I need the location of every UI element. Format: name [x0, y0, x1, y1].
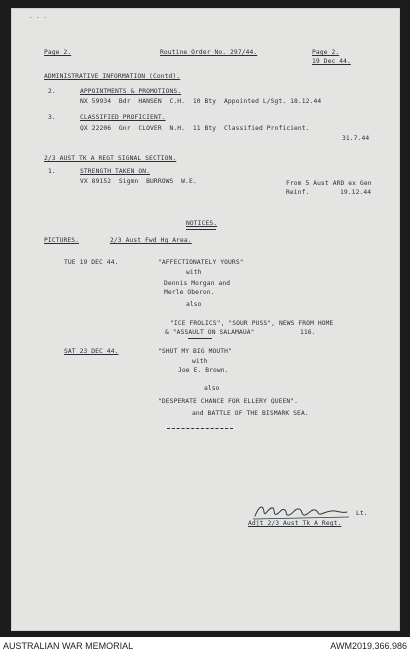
item-detail-reinf: Reinf.	[286, 189, 310, 196]
header-order-number: Routine Order No. 297/44.	[160, 49, 258, 56]
shorts-line-1: "ICE FROLICS", "SOUR PUSS", NEWS FROM HOME	[170, 320, 334, 327]
item-line-hansen: NX 59934 Bdr HANSEN C.H. 10 Bty Appointed L/Sgt. 18.12.44	[80, 98, 322, 105]
notices-title: NOTICES.	[186, 220, 218, 227]
item-line-burrows: VX 89152 Sigmn BURROWS W.E.	[80, 178, 197, 185]
film-star: Joe E. Brown.	[178, 367, 229, 374]
film-affectionately-yours: "AFFECTIONATELY YOURS"	[158, 259, 244, 266]
footer-institution: AUSTRALIAN WAR MEMORIAL	[3, 641, 134, 651]
pictures-label: PICTURES.	[44, 237, 80, 244]
film-also: also	[186, 301, 202, 308]
archive-footer	[0, 637, 410, 653]
screening-date-sat: SAT 23 DEC 44.	[64, 348, 119, 355]
section-admin-title: ADMINISTRATIVE INFORMATION (Contd).	[44, 73, 181, 80]
item-detail-from: From 5 Aust ARD ex Gen	[286, 180, 372, 187]
pictures-venue: 2/3 Aust Fwd Hq Area.	[110, 237, 192, 244]
closing-rule	[167, 428, 233, 429]
item-date-burrows: 19.12.44	[340, 189, 372, 196]
item-title-strength: STRENGTH TAKEN ON.	[80, 168, 151, 175]
item-number: 3.	[48, 114, 56, 121]
extra-bismark-sea: and BATTLE OF THE BISMARK SEA.	[192, 410, 309, 417]
shorts-code: 116.	[300, 329, 316, 336]
signoff-title: Adjt 2/3 Aust Tk A Regt.	[248, 520, 342, 527]
top-edge-marks: - - -	[29, 14, 48, 21]
extra-ellery-queen: "DESPERATE CHANCE FOR ELLERY QUEEN".	[158, 398, 299, 405]
item-number: 2.	[48, 88, 56, 95]
divider-dash	[188, 338, 212, 339]
header-page-left: Page 2.	[44, 49, 72, 56]
film-stars-cont: Merle Oberon.	[164, 289, 215, 296]
item-title-classified: CLASSIFIED PROFICIENT.	[80, 114, 166, 121]
film-also: also	[204, 385, 220, 392]
item-line-clover: QX 22206 Gnr CLOVER N.H. 11 Bty Classified Proficient.	[80, 125, 310, 132]
notices-double-rule	[186, 229, 216, 230]
header-page-right: Page 2.	[312, 49, 340, 56]
section-signal-title: 2/3 AUST TK A REGT SIGNAL SECTION.	[44, 155, 177, 162]
signoff-rank: Lt.	[356, 510, 368, 517]
adjutant-signature	[251, 500, 361, 522]
item-title-appointments: APPOINTMENTS & PROMOTIONS.	[80, 88, 182, 95]
screening-date-tue: TUE 19 DEC 44.	[64, 259, 119, 266]
item-date-clover: 31.7.44	[342, 135, 370, 142]
film-stars: Dennis Morgan and	[164, 280, 231, 287]
film-with: with	[192, 358, 208, 365]
footer-accession-number: AWM2019.366.986	[330, 641, 407, 651]
header-date: 19 Dec 44.	[312, 58, 351, 65]
film-with: with	[186, 269, 202, 276]
item-number: 1.	[48, 168, 56, 175]
film-shut-my-big-mouth: "SHUT MY BIG MOUTH"	[158, 348, 232, 355]
shorts-line-2: & "ASSAULT ON SALAMAUA"	[165, 329, 255, 336]
